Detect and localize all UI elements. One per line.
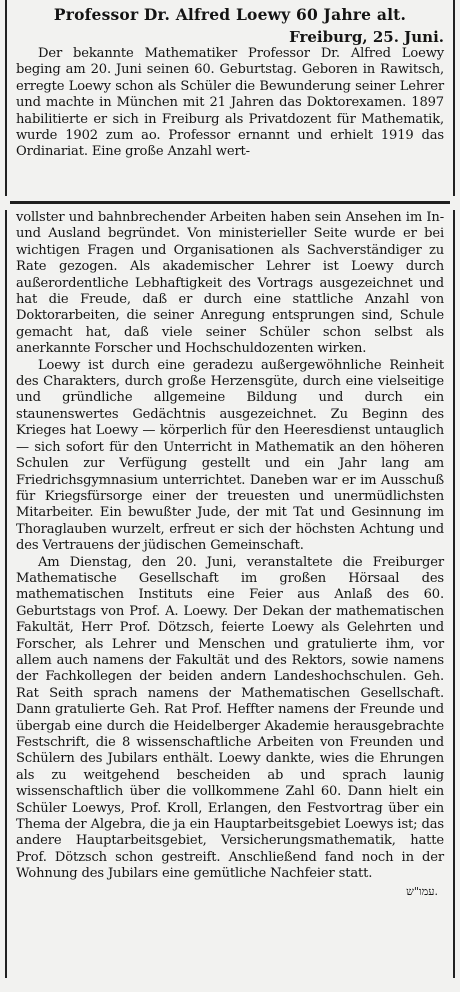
paragraph-celebration: Am Dienstag, den 20. Juni, veranstaltete die Freiburger Mathematische Gesellschaft im großen Hörsaal des mathematischen Instituts eine Feier aus Anlaß des 60. Geburtstags von Prof. A. Loewy. Der Dekan der mathematischen Fakultät, Herr Prof. Dötzsch, feierte Loewy als Gelehrten und Forscher, als Lehrer und Menschen und gratulierte ihm, vor allem auch namens der Fakultät und des Rektors, sowie namens der Fachkollegen der beiden andern Landeshochschulen. Geh. Rat Seith sprach namens der Mathematischen Gesellschaft. Dann gratulierte Geh. Rat Prof. Heffter namens der Freunde und übergab eine durch die Heidelberger Akademie herausgebrachte Festschrift, die 8 wissenschaftliche Arbeiten von Freunden und Schülern des Jubilars enthält. Loewy dankte, wies die Ehrungen als zu weitgehend bescheiden ab und sprach launig wissenschaftlich über die vollkommene Zahl 60. Dann hielt ein Schüler Loewys, Prof. Kroll, Erlangen, den Festvortrag über ein Thema der Algebra, die ja ein Hauptarbeitsgebiet Loewys ist; das andere Hauptarbeitsgebiet, Versicherungsmathematik, hatte Prof. Dötzsch schon gestreift. Anschließend fand noch in der Wohnung des Jubilars eine gemütliche Nachfeier statt. xyxy=(16,554,444,882)
article-headline: Professor Dr. Alfred Loewy 60 Jahre alt. xyxy=(53,5,407,24)
article-clipping-top xyxy=(10,0,450,196)
article-body-top xyxy=(10,46,450,161)
paragraph-character: Loewy ist durch eine geradezu außergewöhnliche Reinheit des Charakters, durch große Herzensgüte, durch eine vielseitige und gründliche allgemeine Bildung und durch ein staunenswertes Gedächtnis ausgezeichnet. Zu Beginn des Krieges hat Loewy — körperlich für den Heeresdienst untauglich — sich sofort für den Unterricht in Mathematik an den höheren Schulen zur Verfügung gestellt und ein Jahr lang am Friedrichsgymnasium unterrichtet. Daneben war er im Ausschuß für Kriegsfürsorge einer der treuesten und unermüdlichsten Mitarbeiter. Ein bewußter Jude, der mit Tat und Gesinnung im Thoraglauben wurzelt, erfreut er sich der höchsten Achtung und des Vertrauens der jüdischen Gemeinschaft. xyxy=(16,357,444,554)
author-signature: עמו"ש. xyxy=(406,884,438,898)
left-border-rule xyxy=(5,0,7,196)
left-border-rule-lower xyxy=(5,210,7,978)
paragraph-intro: Der bekannte Mathematiker Professor Dr. Alfred Loewy beging am 20. Juni seinen 60. Geburtstag. Geboren in Rawitsch, erregte Loewy schon als Schüler die Bewunderung seiner Lehrer und machte in München mit 21 Jahren das Doktorexamen. 1897 habilitierte er sich in Freiburg als Privatdozent für Mathematik, wurde 1902 zum ao. Professor ernannt und erhielt 1919 das Ordinariat. Eine große Anzahl wert- xyxy=(16,46,444,160)
right-border-rule xyxy=(453,0,455,196)
right-border-rule-lower xyxy=(453,210,455,978)
article-body-bottom xyxy=(10,210,450,883)
article-clipping-bottom xyxy=(10,210,450,988)
paragraph-continued: vollster und bahnbrechender Arbeiten haben sein Ansehen im In- und Ausland begründet. Von ministerieller Seite wurde er bei wichtigen Fragen und Organisationen als Sachverständiger zu Rate gezogen. Als akademischer Lehrer ist Loewy durch außerordentliche Lebhaftigkeit des Vortrags ausgezeichnet und hat die Freude, daß er durch eine stattliche Anzahl von Doktorarbeiten, die seiner Anregung entsprungen sind, Schule gemacht hat, daß viele seiner Schüler schon selbst als anerkannte Forscher und Hochschuldozenten wirken. xyxy=(16,210,444,357)
clipping-divider xyxy=(10,201,450,204)
article-dateline: Freiburg, 25. Juni. xyxy=(289,28,444,46)
